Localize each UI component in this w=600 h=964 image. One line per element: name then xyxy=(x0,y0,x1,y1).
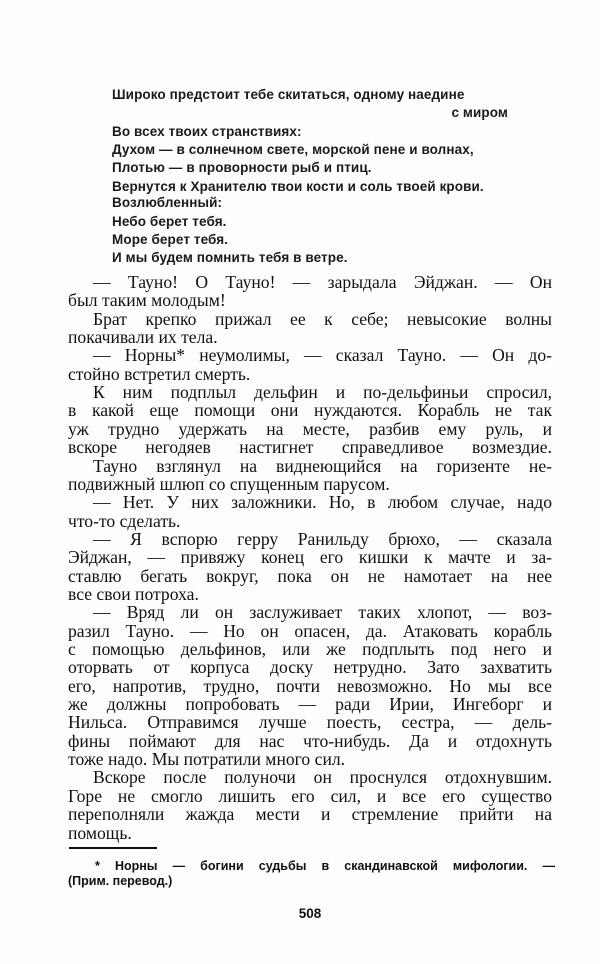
body-line: в какой еще помощи они нуждаются. Корабль не так xyxy=(68,400,552,421)
body-line: помощь. xyxy=(68,822,132,843)
body-line: стойно встретил смерть. xyxy=(68,363,251,384)
poem-line: Небо берет тебя. xyxy=(112,214,227,229)
body-line: Эйджан, — привяжу конец его кишки к мачте и за- xyxy=(68,547,552,568)
body-line: — Я вспорю герру Ранильду брюхо, — сказала xyxy=(93,528,552,549)
poem-line: Плотью — в проворности рыб и птиц. xyxy=(112,160,372,175)
poem-line: Вернутся к Хранителю твои кости и соль твоей крови. xyxy=(112,179,484,194)
body-line: фины поймают для нас что-нибудь. Да и отдохнуть xyxy=(68,730,552,751)
body-line: Тауно взглянул на виднеющийся на горизенте не- xyxy=(93,455,552,476)
body-line: К ним подплыл дельфин и по-дельфиньи спросил, xyxy=(93,382,552,403)
body-line: все свои потроха. xyxy=(68,583,199,604)
body-line: Брат крепко прижал ее к себе; невысокие волны xyxy=(93,308,552,329)
body-line: — Норны* неумолимы, — сказал Тауно. — Он до- xyxy=(93,345,552,366)
body-line: покачивали их тела. xyxy=(68,327,218,348)
poem-line: Широко предстоит тебе скитаться, одному наедине xyxy=(112,87,465,102)
body-line: — Вряд ли он заслуживает таких хлопот, — воз- xyxy=(93,602,552,623)
body-line: с помощью дельфинов, или же подплыть под него и xyxy=(68,639,552,659)
body-line: его, напротив, трудно, почти невозможно. Но мы все xyxy=(68,675,552,696)
poem-line: с миром xyxy=(451,105,508,120)
body-line: ставлю бегать вокруг, пока он не намотает на нее xyxy=(68,565,552,586)
body-line: Нильса. Отправимся лучше поесть, сестра, — дель- xyxy=(68,712,552,733)
body-line: подвижный шлюп со спущенным парусом. xyxy=(68,473,390,494)
footnote-line: (Прим. перевод.) xyxy=(68,874,173,888)
body-line: — Нет. У них заложники. Но, в любом случае, надо xyxy=(93,492,552,513)
body-line: переполняли жажда мести и стремление прийти на xyxy=(68,804,552,825)
page-number: 508 xyxy=(298,906,322,921)
body-line: — Тауно! О Тауно! — зарыдала Эйджан. — Он xyxy=(93,272,552,292)
footnote-divider xyxy=(69,847,157,849)
body-line: оторвать от корпуса доску нетрудно. Зато захватить xyxy=(68,657,552,678)
body-line: Горе не смогло лишить его сил, и все его существо xyxy=(68,785,552,806)
poem-line: Духом — в солнечном свете, морской пене и волнах, xyxy=(112,142,474,157)
body-line: Вскоре после полуночи он проснулся отдохнувшим. xyxy=(93,767,552,788)
body-line: тоже надо. Мы потратили много сил. xyxy=(68,749,346,770)
poem-line: Возлюбленный: xyxy=(112,195,223,210)
poem-line: И мы будем помнить тебя в ветре. xyxy=(112,250,348,265)
body-line: уж трудно удержать на месте, разбив ему руль, и xyxy=(68,418,552,439)
poem-line: Море берет тебя. xyxy=(112,232,229,247)
footnote-line: * Норны — богини судьбы в скандинавской мифологии. — xyxy=(95,859,555,873)
body-line: был таким молодым! xyxy=(68,290,226,311)
body-line: разил Тауно. — Но он опасен, да. Атаковать корабль xyxy=(68,620,552,641)
body-line: что-то сделать. xyxy=(68,510,181,531)
poem-line: Во всех твоих странствиях: xyxy=(112,124,302,139)
body-line: вскоре негодяев настигнет справедливое возмездие. xyxy=(68,437,552,458)
body-line: же должны попробовать — ради Ирии, Ингеборг и xyxy=(68,694,552,715)
